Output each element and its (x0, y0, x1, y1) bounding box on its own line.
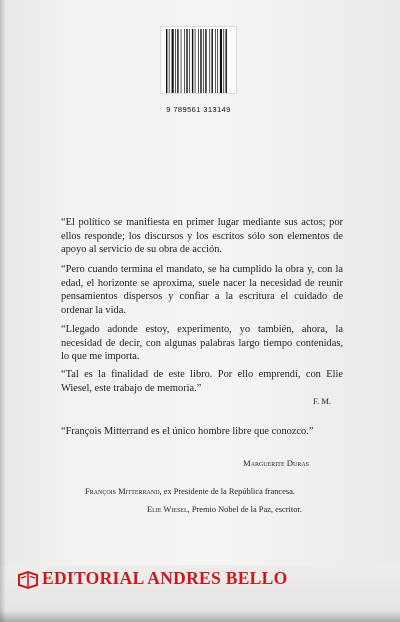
barcode-bar (212, 29, 213, 93)
initials-signature: F. M. (313, 396, 332, 406)
barcode-bar (166, 29, 167, 93)
quote-paragraph-4: “Tal es la finalidad de este libro. Por ello emprendí, con Elie Wiesel, este trabajo de memoria.” (61, 369, 343, 394)
barcode-bar (203, 29, 204, 93)
barcode-bar (200, 29, 201, 93)
barcode-bar (198, 29, 199, 93)
credit-mitterrand-role: , ex Presidente de la República francesa. (159, 487, 295, 496)
credit-mitterrand-name: François Mitterrand (85, 487, 160, 496)
barcode-bar (184, 29, 185, 93)
publisher-name: EDITORIAL ANDRES BELLO (42, 568, 288, 588)
barcode-bar (205, 29, 206, 93)
barcode-bar (181, 29, 182, 93)
barcode-bar (220, 29, 222, 93)
barcode-bar (186, 29, 187, 93)
barcode-bar (226, 29, 227, 93)
barcode-bars (166, 29, 231, 103)
barcode (160, 26, 237, 114)
page-bottom-shadow (0, 610, 400, 622)
barcode-bar (215, 29, 216, 93)
barcode-bar (172, 29, 174, 93)
credit-mitterrand (85, 487, 295, 496)
barcode-bar (223, 29, 224, 93)
barcode-bar (175, 29, 176, 93)
quote-paragraph-3: “Llegado adonde estoy, experimento, yo también, ahora, la necesidad de decir, con algunas palabras largo tiempo contenidas, lo que me importa. (61, 324, 343, 363)
barcode-bar (189, 29, 190, 93)
quote-paragraph-1: “El político se manifiesta en primer lugar mediante sus actos; por ellos responde; los discursos y los escritos sólo son elementos de apoyo al servicio de su obra de acción. (61, 217, 343, 256)
barcode-bar (217, 29, 218, 93)
duras-signature: Marguerite Duras (243, 458, 309, 468)
publisher-logo-icon (17, 570, 39, 590)
credit-wiesel-role: , Premio Nobel de la Paz, escritor. (187, 505, 302, 514)
barcode-bar (195, 29, 196, 93)
barcode-bar (192, 29, 193, 93)
page-edge-shadow (0, 0, 6, 622)
quote-paragraph-2: “Pero cuando termina el mandato, se ha cumplido la obra y, con la edad, el horizonte se aproxima, suele nacer la necesidad de reunir pensamientos dispersos y confiar a la escritura el cuidado de ordenar la vida. (61, 264, 343, 316)
isbn-number: 9 789561 313149 (166, 105, 231, 114)
credit-wiesel (147, 505, 302, 514)
duras-quote: “François Mitterrand es el único hombre libre que conozco.” (61, 426, 314, 437)
credit-wiesel-name: Elie Wiesel (147, 505, 188, 514)
barcode-bar (177, 29, 178, 93)
barcode-bar (169, 29, 170, 93)
barcode-bar (209, 29, 210, 93)
